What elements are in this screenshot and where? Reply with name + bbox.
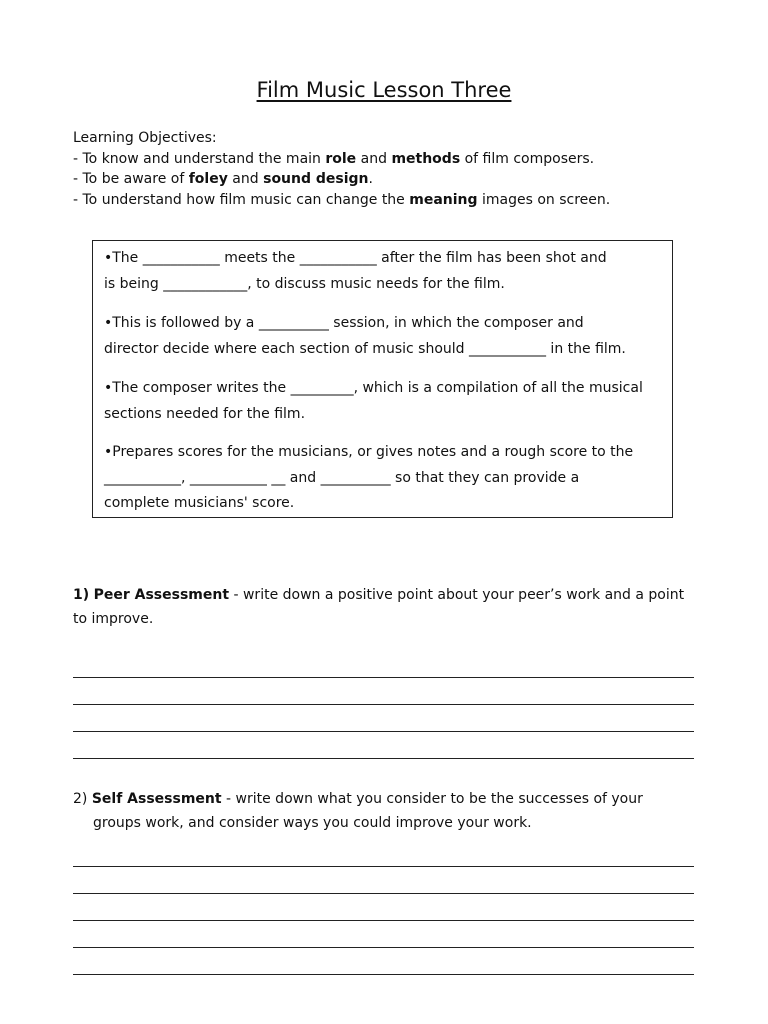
objective-text: .	[368, 171, 373, 187]
peer-assessment-line1	[73, 583, 703, 607]
paragraph-line: •Prepares scores for the musicians, or gives notes and a rough score to the	[104, 444, 634, 460]
paragraph-line: •The composer writes the _________, which is a compilation of all the musical	[104, 380, 643, 396]
objective-text: and	[356, 150, 392, 167]
learning-objectives	[73, 128, 713, 210]
answer-line[interactable]	[73, 677, 694, 678]
page-title	[0, 78, 768, 102]
fill-in-blanks-box	[92, 240, 673, 518]
objective-keyword: meaning	[409, 191, 478, 208]
objective-text: - To be aware of	[73, 171, 189, 187]
peer-assessment-section	[73, 583, 703, 631]
paragraph-line: director decide where each section of music should ___________ in the film.	[104, 340, 626, 357]
paragraph-line: ___________, ___________ __ and __________ so that they can provide a	[104, 469, 580, 486]
objective-keyword: methods	[391, 150, 461, 167]
fill-in-paragraph	[104, 376, 669, 427]
section-number: 2)	[73, 791, 88, 807]
paragraph-line: •The ___________ meets the ___________ after the film has been shot and	[104, 250, 607, 266]
title-text: Film Music Lesson Three	[256, 78, 512, 102]
section-text: - write down what you consider to be the successes of your	[221, 791, 643, 807]
objective-item	[73, 169, 713, 190]
objective-text: of film composers.	[460, 150, 595, 167]
section-text: groups work, and consider ways you could improve your work.	[93, 815, 532, 831]
objective-text: images on screen.	[477, 191, 611, 208]
section-heading: Peer Assessment	[93, 587, 230, 603]
paragraph-line: •This is followed by a __________ session, in which the composer and	[104, 315, 584, 331]
fill-in-paragraph	[104, 246, 669, 297]
objective-keyword: role	[325, 150, 357, 167]
section-number: 1)	[73, 587, 90, 603]
objective-text: and	[227, 171, 264, 187]
objective-keyword: foley	[188, 171, 228, 187]
objective-item	[73, 149, 713, 170]
section-heading: Self Assessment	[91, 791, 222, 807]
objectives-heading: Learning Objectives:	[73, 130, 217, 146]
answer-line[interactable]	[73, 758, 694, 759]
answer-line[interactable]	[73, 704, 694, 705]
answer-line[interactable]	[73, 731, 694, 732]
objective-text: - To know and understand the main	[73, 150, 326, 167]
answer-line[interactable]	[73, 947, 694, 948]
section-text: to improve.	[73, 611, 154, 627]
fill-in-paragraph	[104, 311, 669, 362]
section-text: - write down a positive point about your peer’s work and a point	[229, 587, 685, 603]
fill-in-paragraph	[104, 440, 669, 517]
paragraph-line: sections needed for the film.	[104, 405, 306, 422]
paragraph-line: is being ____________, to discuss music needs for the film.	[104, 275, 505, 292]
answer-line[interactable]	[73, 866, 694, 867]
objective-item	[73, 190, 713, 211]
self-assessment-section	[73, 787, 703, 835]
self-assessment-line1	[73, 787, 703, 811]
paragraph-line: complete musicians' score.	[104, 495, 295, 511]
answer-line[interactable]	[73, 920, 694, 921]
answer-line[interactable]	[73, 893, 694, 894]
objective-text: - To understand how film music can change the	[73, 191, 410, 208]
answer-line[interactable]	[73, 974, 694, 975]
objective-keyword: sound design	[263, 171, 369, 187]
